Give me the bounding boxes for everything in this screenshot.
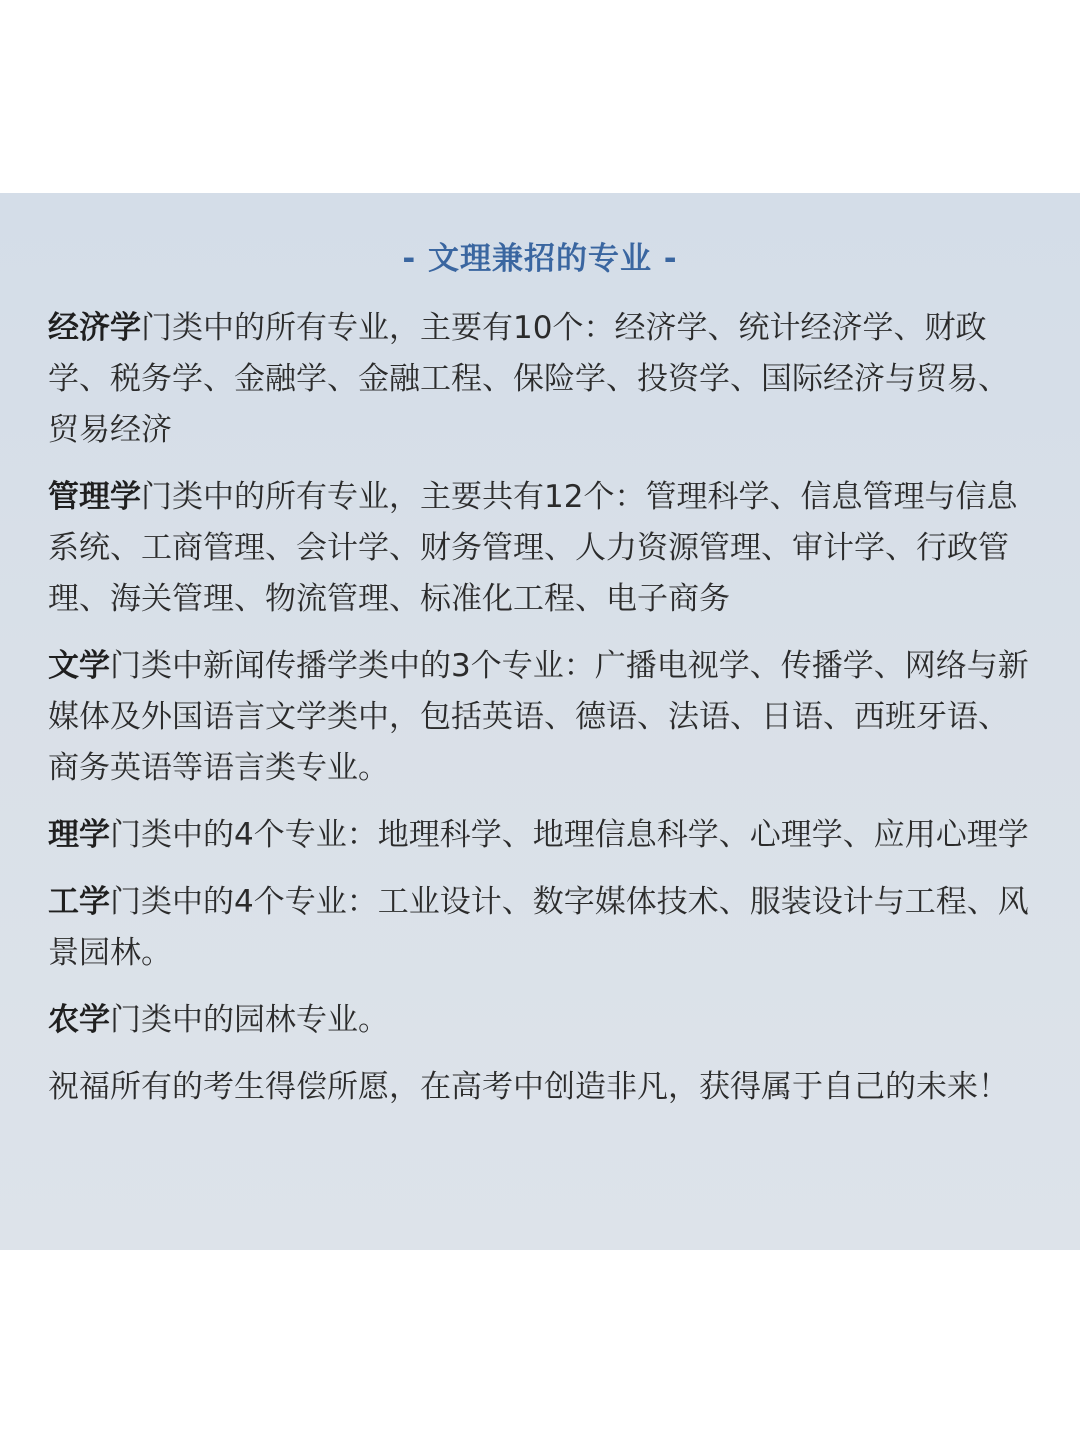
majors-list bbox=[48, 303, 1038, 1129]
paragraph-text: 门类中的4个专业：地理科学、地理信息科学、心理学、应用心理学 bbox=[110, 817, 1029, 853]
content-panel bbox=[0, 193, 1080, 1250]
paragraph-text: 门类中的园林专业。 bbox=[110, 1002, 389, 1038]
category-name: 管理学 bbox=[48, 479, 141, 515]
paragraph-management bbox=[48, 472, 1038, 625]
section-title: - 文理兼招的专业 - bbox=[402, 241, 678, 277]
category-name: 理学 bbox=[48, 817, 110, 853]
paragraph-text: 门类中的4个专业：工业设计、数字媒体技术、服装设计与工程、风景园林。 bbox=[48, 884, 1029, 971]
paragraph-text: 门类中的所有专业，主要有10个：经济学、统计经济学、财政学、税务学、金融学、金融工程、保险学、投资学、国际经济与贸易、贸易经济 bbox=[48, 310, 1009, 448]
closing-message: 祝福所有的考生得偿所愿，在高考中创造非凡，获得属于自己的未来！ bbox=[48, 1069, 1009, 1105]
paragraph-text: 门类中的所有专业，主要共有12个：管理科学、信息管理与信息系统、工商管理、会计学、财务管理、人力资源管理、审计学、行政管理、海关管理、物流管理、标准化工程、电子商务 bbox=[48, 479, 1018, 617]
paragraph-economics bbox=[48, 303, 1038, 456]
paragraph-science bbox=[48, 810, 1038, 861]
category-name: 经济学 bbox=[48, 310, 141, 346]
paragraph-engineering bbox=[48, 877, 1038, 979]
category-name: 工学 bbox=[48, 884, 110, 920]
category-name: 农学 bbox=[48, 1002, 110, 1038]
paragraph-agriculture bbox=[48, 995, 1038, 1046]
paragraph-literature bbox=[48, 641, 1038, 794]
category-name: 文学 bbox=[48, 648, 110, 684]
paragraph-text: 门类中新闻传播学类中的3个专业：广播电视学、传播学、网络与新媒体及外国语言文学类中，包括英语、德语、法语、日语、西班牙语、商务英语等语言类专业。 bbox=[48, 648, 1029, 786]
